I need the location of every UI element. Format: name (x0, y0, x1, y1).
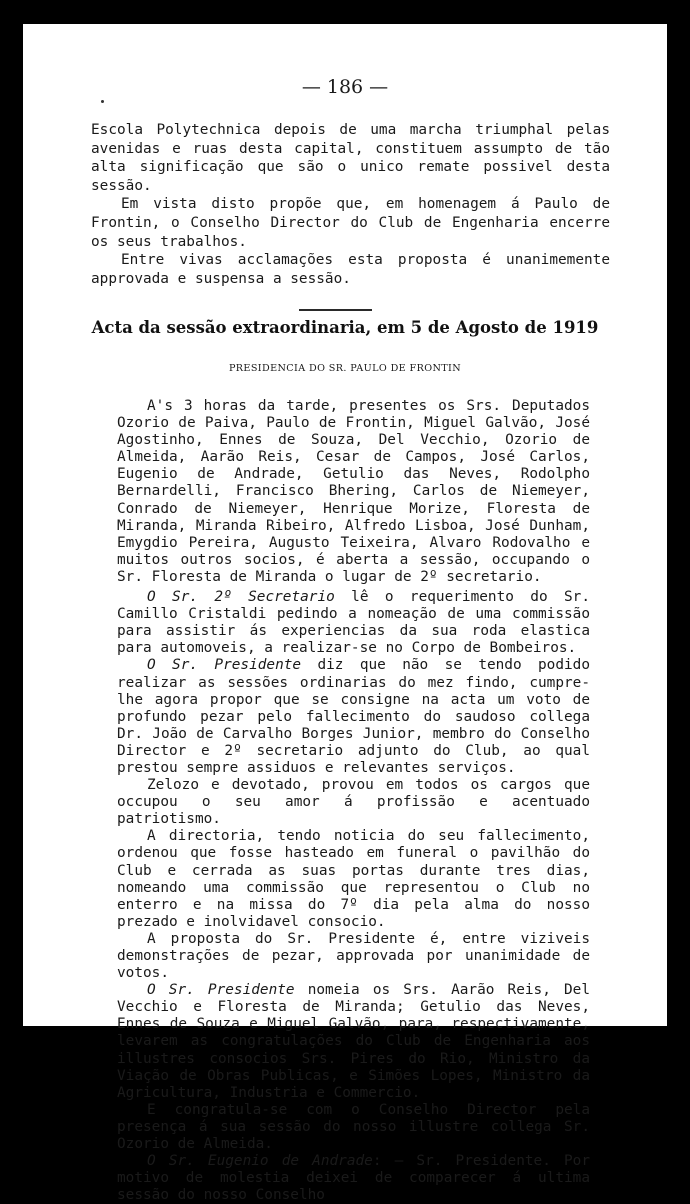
paragraph: Entre vivas acclamações esta proposta é unanimemente approvada e suspensa a sessão. (91, 252, 610, 287)
paragraph: A's 3 horas da tarde, presentes os Srs. Deputados Ozorio de Paiva, Paulo de Frontin, Miguel Galvão, José Agostinho, Ennes de Souza, Del Vecchio, Ozorio de Almeida, Aarão Reis, Cesar de Campos, José Carlos, Eugenio de Andrade, Getulio das Neves, Rodolpho Bernardelli, Francisco Bhering, Carlos de Niemeyer, Conrado de Niemeyer, Henrique Morize, Floresta de Miranda, Miranda Ribeiro, Alfredo Lisboa, José Dunham, Emygdio Pereira, Augusto Teixeira, Alvaro Rodovalho e muitos outros socios, é aberta a sessão, occupando o Sr. Floresta de Miranda o lugar de 2º secretario. (117, 398, 590, 585)
paragraph: E congratula-se com o Conselho Director pela presença á sua sessão do nosso illustre collega Sr. Ozorio de Almeida. (117, 1101, 590, 1153)
section-subtitle: PRESIDENCIA DO SR. PAULO DE FRONTIN (228, 363, 462, 374)
paragraph: A proposta do Sr. Presidente é, entre viziveis demonstrações de pezar, approvada por unanimidade de votos. (117, 930, 590, 982)
paragraph: Zelozo e devotado, provou em todos os cargos que occupou o seu amor á profissão e acentuado patriotismo. (117, 777, 590, 828)
paragraph: O Sr. Eugenio de Andrade: — Sr. Presidente. Por motivo de molestia deixei de comparecer á ultima sessão do nosso Conselho (117, 1153, 590, 1204)
speaker-name: O Sr. Eugenio de Andrade (147, 1153, 373, 1170)
page-number: — 186 — (301, 76, 389, 98)
speaker-name: O Sr. 2º Secretario (147, 589, 335, 606)
paragraph: O Sr. 2º Secretario lê o requerimento do Sr. Camillo Cristaldi pedindo a nomeação de uma commissão para assistir ás experiencias da sua roda elastica para automoveis, a realizar-se no Corpo de Bombeiros. (117, 589, 590, 657)
paragraph: O Sr. Presidente diz que não se tendo podido realizar as sessões ordinarias do mez findo, cumpre-lhe agora propor que se consigne na acta um voto de profundo pezar pelo fallecimento do saudoso collega Dr. João de Carvalho Borges Junior, membro do Conselho Director e 2º secretario adjunto do Club, ao qual prestou sempre assiduos e relevantes serviços. (117, 657, 591, 776)
minutes-body (117, 398, 590, 1204)
print-speck (101, 100, 104, 103)
section-title: Acta da sessão extraordinaria, em 5 de Agosto de 1919 (91, 318, 599, 337)
paragraph: O Sr. Presidente nomeia os Srs. Aarão Reis, Del Vecchio e Floresta de Miranda; Getulio das Neves, Ennes de Souza e Miguel Galvão, para, respectivamente, levarem as congratulações do Club de Engenharia aos illustres consocios Srs. Pires do Rio, Ministro da Viação de Obras Publicas, e Simões Lopes, Ministro da Agricultura, Industria e Commercio. (117, 982, 590, 1101)
speaker-name: O Sr. Presidente (147, 982, 295, 999)
document-page (23, 24, 667, 1204)
previous-minutes-ending (91, 121, 610, 288)
paragraph: Em vista disto propõe que, em homenagem á Paulo de Frontin, o Conselho Director do Club de Engenharia encerre os seus trabalhos. (91, 196, 610, 250)
section-divider (299, 309, 372, 311)
speaker-name: O Sr. Presidente (147, 657, 302, 674)
paragraph: Escola Polytechnica depois de uma marcha triumphal pelas avenidas e ruas desta capital, constituem assumpto de tão alta significação que são o unico remate possivel desta sessão. (91, 122, 610, 194)
paragraph: A directoria, tendo noticia do seu fallecimento, ordenou que fosse hasteado em funeral o pavilhão do Club e cerrada as suas portas durante tres dias, nomeando uma commissão que representou o Club no enterro e na missa do 7º dia pela alma do nosso prezado e inolvidavel consocio. (117, 828, 590, 930)
